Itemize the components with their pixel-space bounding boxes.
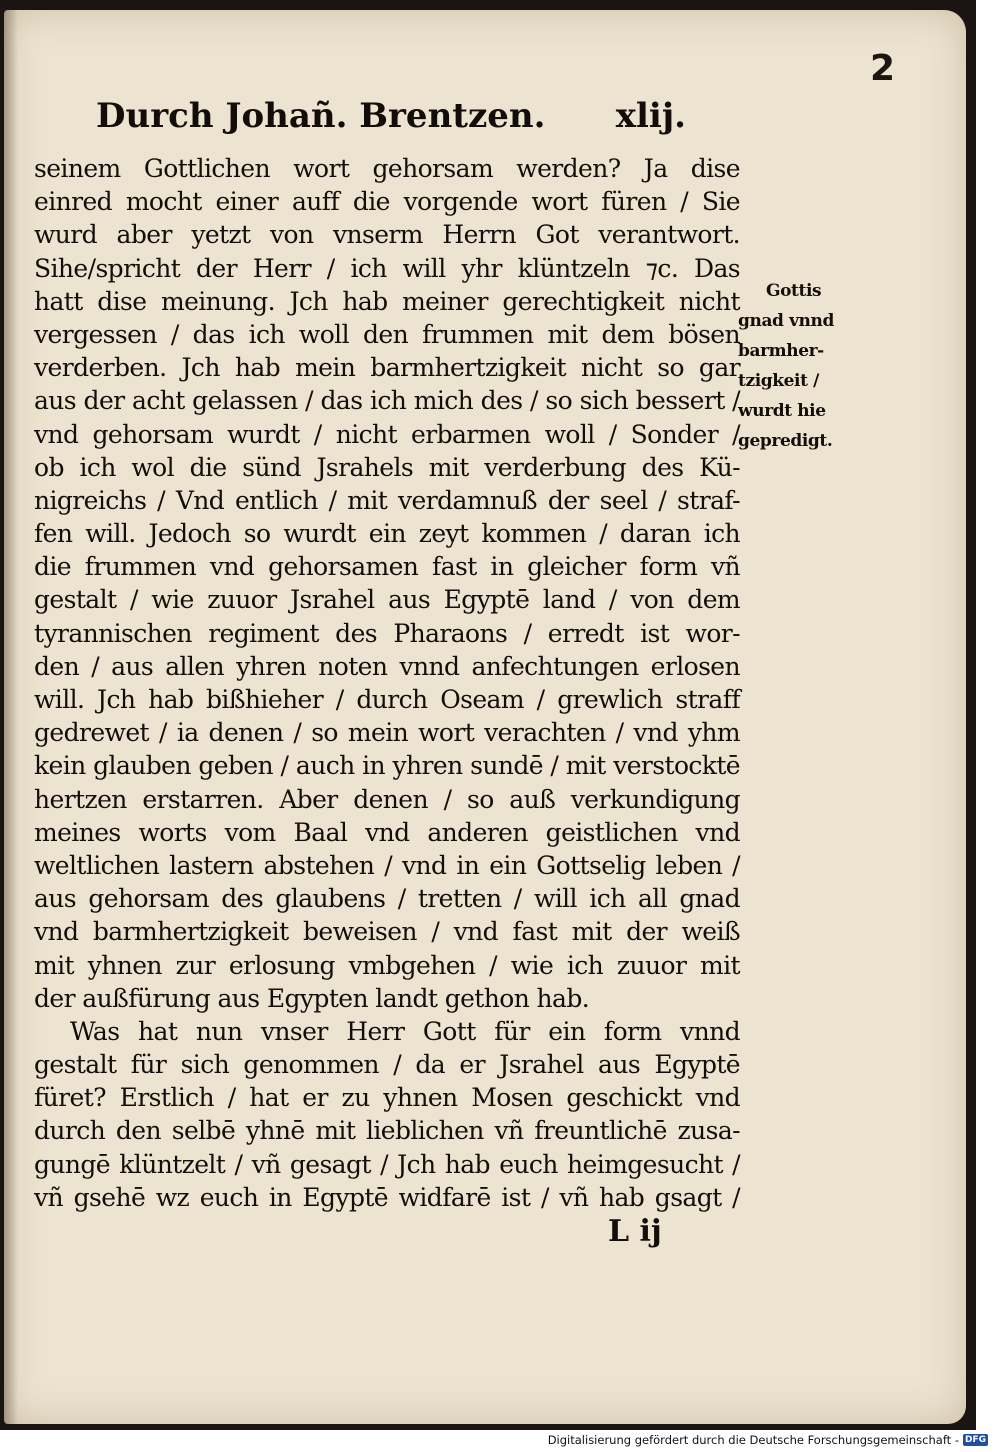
marginal-note <box>738 276 858 456</box>
text-line: Sihe/spricht der Herr / ich will yhr klüntzeln ⁊c. Das <box>34 253 740 283</box>
marginal-line: barmher- <box>738 341 824 361</box>
text-line: ob ich wol die sünd Jsrahels mit verderbung des Kü- <box>34 452 740 482</box>
text-line: vergessen / das ich woll den frummen mit dem bösen <box>34 319 740 349</box>
folio-mark: 2 <box>870 48 896 89</box>
text-line: aus der acht gelassen / das ich mich des / so sich bessert / <box>34 386 740 416</box>
text-line: vñ gsehē wz euch in Egyptē widfarē ist / vñ hab gsagt / <box>34 1182 740 1212</box>
text-line: wurd aber yetzt von vnserm Herrn Got verantwort. <box>34 220 740 250</box>
text-line: seinem Gottlichen wort gehorsam werden? Ja dise <box>34 154 740 183</box>
text-line: Was hat nun vnser Herr Gott für ein form vnnd <box>70 1016 740 1046</box>
text-line: hertzen erstarren. Aber denen / so auß verkundigung <box>34 784 740 814</box>
funding-footer <box>548 1432 988 1448</box>
text-line: die frummen vnd gehorsamen fast in gleicher form vñ <box>34 552 740 582</box>
marginal-line: wurdt hie <box>738 401 826 421</box>
text-line: tyrannischen regiment des Pharaons / erredt ist wor- <box>34 618 740 648</box>
footer-text: Digitalisierung gefördert durch die Deutsche Forschungsgemeinschaft - <box>547 1433 959 1447</box>
text-line: durch den selbē yhnē mit lieblichen vñ freuntlichē zusa- <box>34 1116 740 1146</box>
text-line: vnd barmhertzigkeit beweisen / vnd fast mit der weiß <box>34 917 740 947</box>
text-line: gestalt / wie zuuor Jsrahel aus Egyptē land / von dem <box>34 585 740 615</box>
text-line: gedrewet / ia denen / so mein wort verachten / vnd yhm <box>34 718 740 748</box>
text-line: mit yhnen zur erlosung vmbgehen / wie ich zuuor mit <box>34 950 740 980</box>
text-line: einred mocht einer auff die vorgende wort füren / Sie <box>34 187 740 217</box>
text-line: den / aus allen yhren noten vnnd anfechtungen erlosen <box>34 651 740 681</box>
leaf-number: xlij. <box>615 96 686 136</box>
text-line: kein glauben geben / auch in yhren sundē / mit verstocktē <box>34 751 740 781</box>
running-head-title: Durch Johañ. Brentzen. <box>96 96 546 136</box>
text-line: gungē klüntzelt / vñ gesagt / Jch hab euch heimgesucht / <box>34 1149 740 1179</box>
text-line: vnd gehorsam wurdt / nicht erbarmen woll / Sonder / <box>34 419 740 449</box>
signature-mark: L ij <box>608 1214 662 1249</box>
text-line: gestalt für sich genommen / da er Jsrahel aus Egyptē <box>34 1050 740 1080</box>
book-page <box>4 10 966 1424</box>
text-line: verderben. Jch hab mein barmhertzigkeit nicht so gar <box>34 353 740 383</box>
text-line: der außfürung aus Egypten landt gethon hab. <box>34 983 590 1013</box>
marginal-line: Gottis <box>766 281 822 301</box>
text-line: weltlichen lastern abstehen / vnd in ein Gottselig leben / <box>34 850 740 880</box>
dfg-logo-icon: DFG <box>964 1435 986 1445</box>
running-head <box>96 96 686 142</box>
main-text-block <box>34 152 740 1214</box>
marginal-line: gnad vnnd <box>738 311 834 331</box>
text-line: will. Jch hab bißhieher / durch Oseam / grewlich straff <box>34 685 740 714</box>
marginal-line: gepredigt. <box>738 431 833 451</box>
text-line: hatt dise meinung. Jch hab meiner gerechtigkeit nicht <box>34 286 740 316</box>
text-line: aus gehorsam des glaubens / tretten / will ich all gnad <box>34 884 740 914</box>
text-line: fen will. Jedoch so wurdt ein zeyt kommen / daran ich <box>34 519 740 549</box>
text-line: füret? Erstlich / hat er zu yhnen Mosen geschickt vnd <box>34 1083 740 1113</box>
text-line: meines worts vom Baal vnd anderen geistlichen vnd <box>34 817 740 847</box>
marginal-line: tzigkeit / <box>738 371 819 391</box>
text-line: nigreichs / Vnd entlich / mit verdamnuß der seel / straf- <box>34 485 740 515</box>
